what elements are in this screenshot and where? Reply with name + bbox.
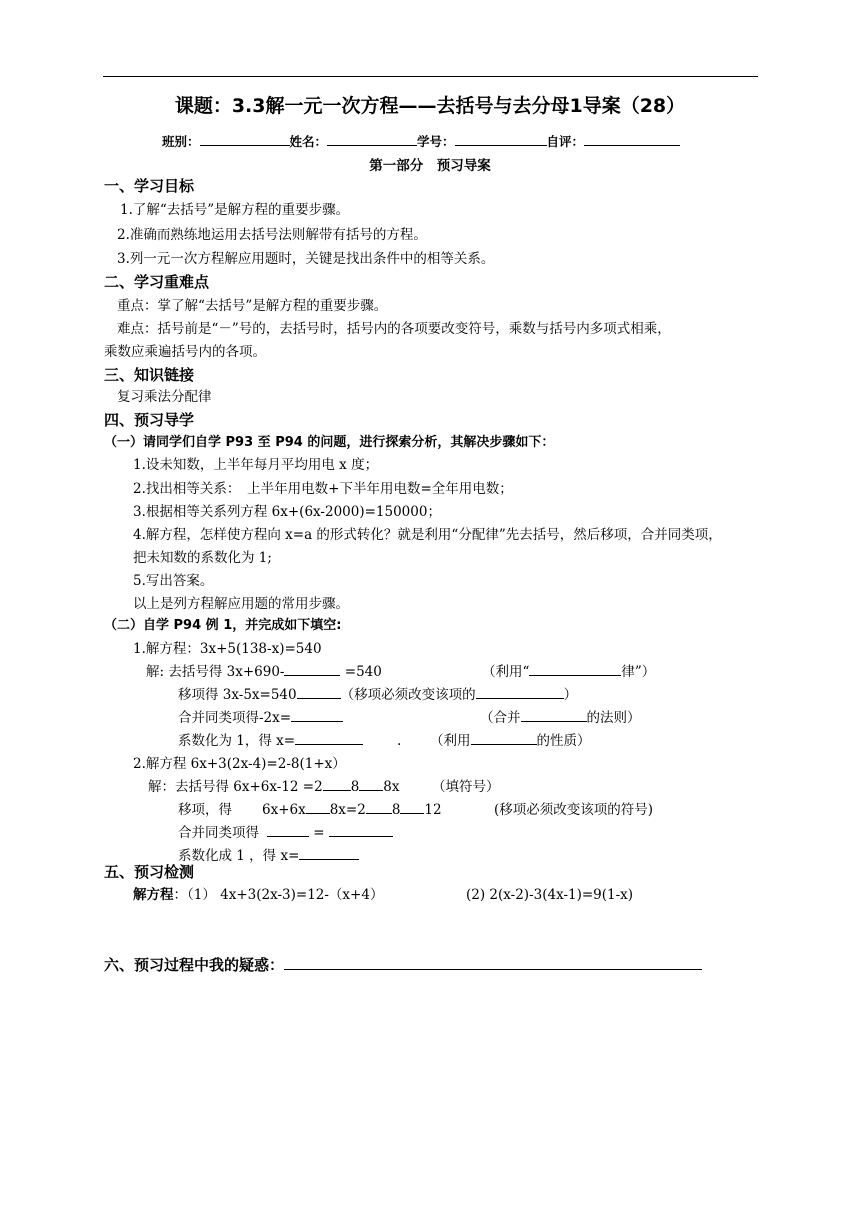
difficulty-line-2: 乘数应乘遍括号内的各项。 <box>104 344 266 360</box>
section-6-heading: 六、预习过程中我的疑惑： <box>104 955 702 975</box>
period-mark: . <box>397 733 402 749</box>
blank-field[interactable] <box>291 709 343 722</box>
blank-field[interactable] <box>267 824 309 837</box>
subsection-1-heading: （一）请同学们自学 P93 至 P94 的问题，进行探索分析，其解决步骤如下： <box>104 435 555 450</box>
questions-blank[interactable] <box>284 955 702 970</box>
example-1-line-4: 系数化为 1，得 x= <box>178 732 363 750</box>
step-item: 5.写出答案。 <box>133 573 214 589</box>
name-label: 姓名： <box>289 134 328 149</box>
blank-field[interactable] <box>284 663 340 676</box>
example-1-line-1: 解: 去括号得 3x+690- =540 <box>146 664 382 680</box>
step-summary: 以上是列方程解应用题的常用步骤。 <box>133 596 349 612</box>
difficulty-line-1: 难点：括号前是“－”号的，去括号时，括号内的各项要改变符号，乘数与括号内多项式相乘， <box>117 321 671 337</box>
example-2-line-2: 6x+6x 8x=2 8 12 <box>262 802 442 818</box>
section-5-heading: 五、预习检测 <box>104 863 195 881</box>
step-item: 把未知数的系数化为 1; <box>133 550 272 566</box>
key-point: 重点：掌了解“去括号”是解方程的重要步骤。 <box>117 298 388 314</box>
example-2-question: 2.解方程 6x+3(2x-4)=2-8(1+x） <box>133 756 346 772</box>
subsection-2-heading: （二）自学 P94 例 1，并完成如下填空: <box>104 618 342 633</box>
step-item: 1.设未知数，上半年每月平均用电 x 度； <box>133 457 379 473</box>
sign-blank[interactable] <box>359 778 383 791</box>
blank-field[interactable] <box>295 732 363 745</box>
sign-blank[interactable] <box>400 801 424 814</box>
name-blank[interactable] <box>327 133 417 146</box>
student-info-line <box>162 132 680 150</box>
blank-field[interactable] <box>297 686 341 699</box>
sign-blank[interactable] <box>306 801 330 814</box>
knowledge-link-text: 复习乘法分配律 <box>117 389 212 405</box>
goal-item: 2.准确而熟练地运用去括号法则解带有括号的方程。 <box>117 227 427 243</box>
id-label: 学号： <box>417 134 455 149</box>
example-2-line-4: 系数化成 1 ，得 x= <box>178 847 359 865</box>
example-1-line-2: 移项得 3x-5x=540 （移项必须改变该项的 ） <box>178 687 578 703</box>
step-item: 2.找出相等关系： 上半年用电数+下半年用电数=全年用电数； <box>133 481 513 497</box>
step-item: 4.解方程，怎样使方程向 x=a 的形式转化？就是利用“分配律”先去括号，然后移项，合并同类项， <box>133 527 722 543</box>
section-4-heading: 四、预习导学 <box>104 411 195 429</box>
id-blank[interactable] <box>455 133 547 146</box>
example-1-question: 1.解方程：3x+5(138-x)=540 <box>133 641 322 657</box>
blank-field[interactable] <box>471 732 537 745</box>
blank-field[interactable] <box>521 709 587 722</box>
eval-blank[interactable] <box>584 133 680 146</box>
example-1-line-3: 合并同类项得-2x= <box>178 709 343 727</box>
example-1-hint-3: （合并 的法则） <box>480 710 641 726</box>
blank-field[interactable] <box>476 686 564 699</box>
blank-field[interactable] <box>329 824 393 837</box>
class-label: 班别： <box>162 134 200 149</box>
sign-blank[interactable] <box>323 778 351 791</box>
example-1-hint-1: （利用“ 律”） <box>482 664 656 680</box>
top-rule <box>103 76 758 77</box>
example-2-line-3: 合并同类项得 = <box>178 824 393 842</box>
step-item: 3.根据相等关系列方程 6x+(6x-2000)=150000； <box>133 504 441 520</box>
blank-field[interactable] <box>299 847 359 860</box>
section-2-heading: 二、学习重难点 <box>104 273 210 291</box>
section-1-heading: 一、学习目标 <box>104 177 195 195</box>
eval-label: 自评： <box>546 134 585 149</box>
part-heading: 第一部分 预习导案 <box>369 158 491 174</box>
goal-item: 1.了解“去括号”是解方程的重要步骤。 <box>120 202 350 218</box>
example-2-line-1: 解：去括号得 6x+6x-12 =2 8 8x <box>148 779 400 795</box>
page-title: 课题：3.3解一元一次方程——去括号与去分母1导案（28） <box>174 95 686 117</box>
section-3-heading: 三、知识链接 <box>104 366 195 384</box>
practice-problem-1: 解方程：（1） 4x+3(2x-3)=12-（x+4） <box>133 887 384 903</box>
example-1-hint-4: （利用 的性质） <box>430 733 591 749</box>
blank-field[interactable] <box>529 663 621 676</box>
class-blank[interactable] <box>200 133 290 146</box>
sign-blank[interactable] <box>366 801 392 814</box>
practice-problem-2: (2) 2(x-2)-3(4x-1)=9(1-x) <box>466 887 634 903</box>
example-2-hint-2: (移项必须改变该项的符号) <box>494 802 654 818</box>
example-2-line-2-label: 移项，得 <box>178 802 232 818</box>
goal-item: 3.列一元一次方程解应用题时，关键是找出条件中的相等关系。 <box>117 251 495 267</box>
example-2-hint-1: （填符号） <box>432 779 500 795</box>
